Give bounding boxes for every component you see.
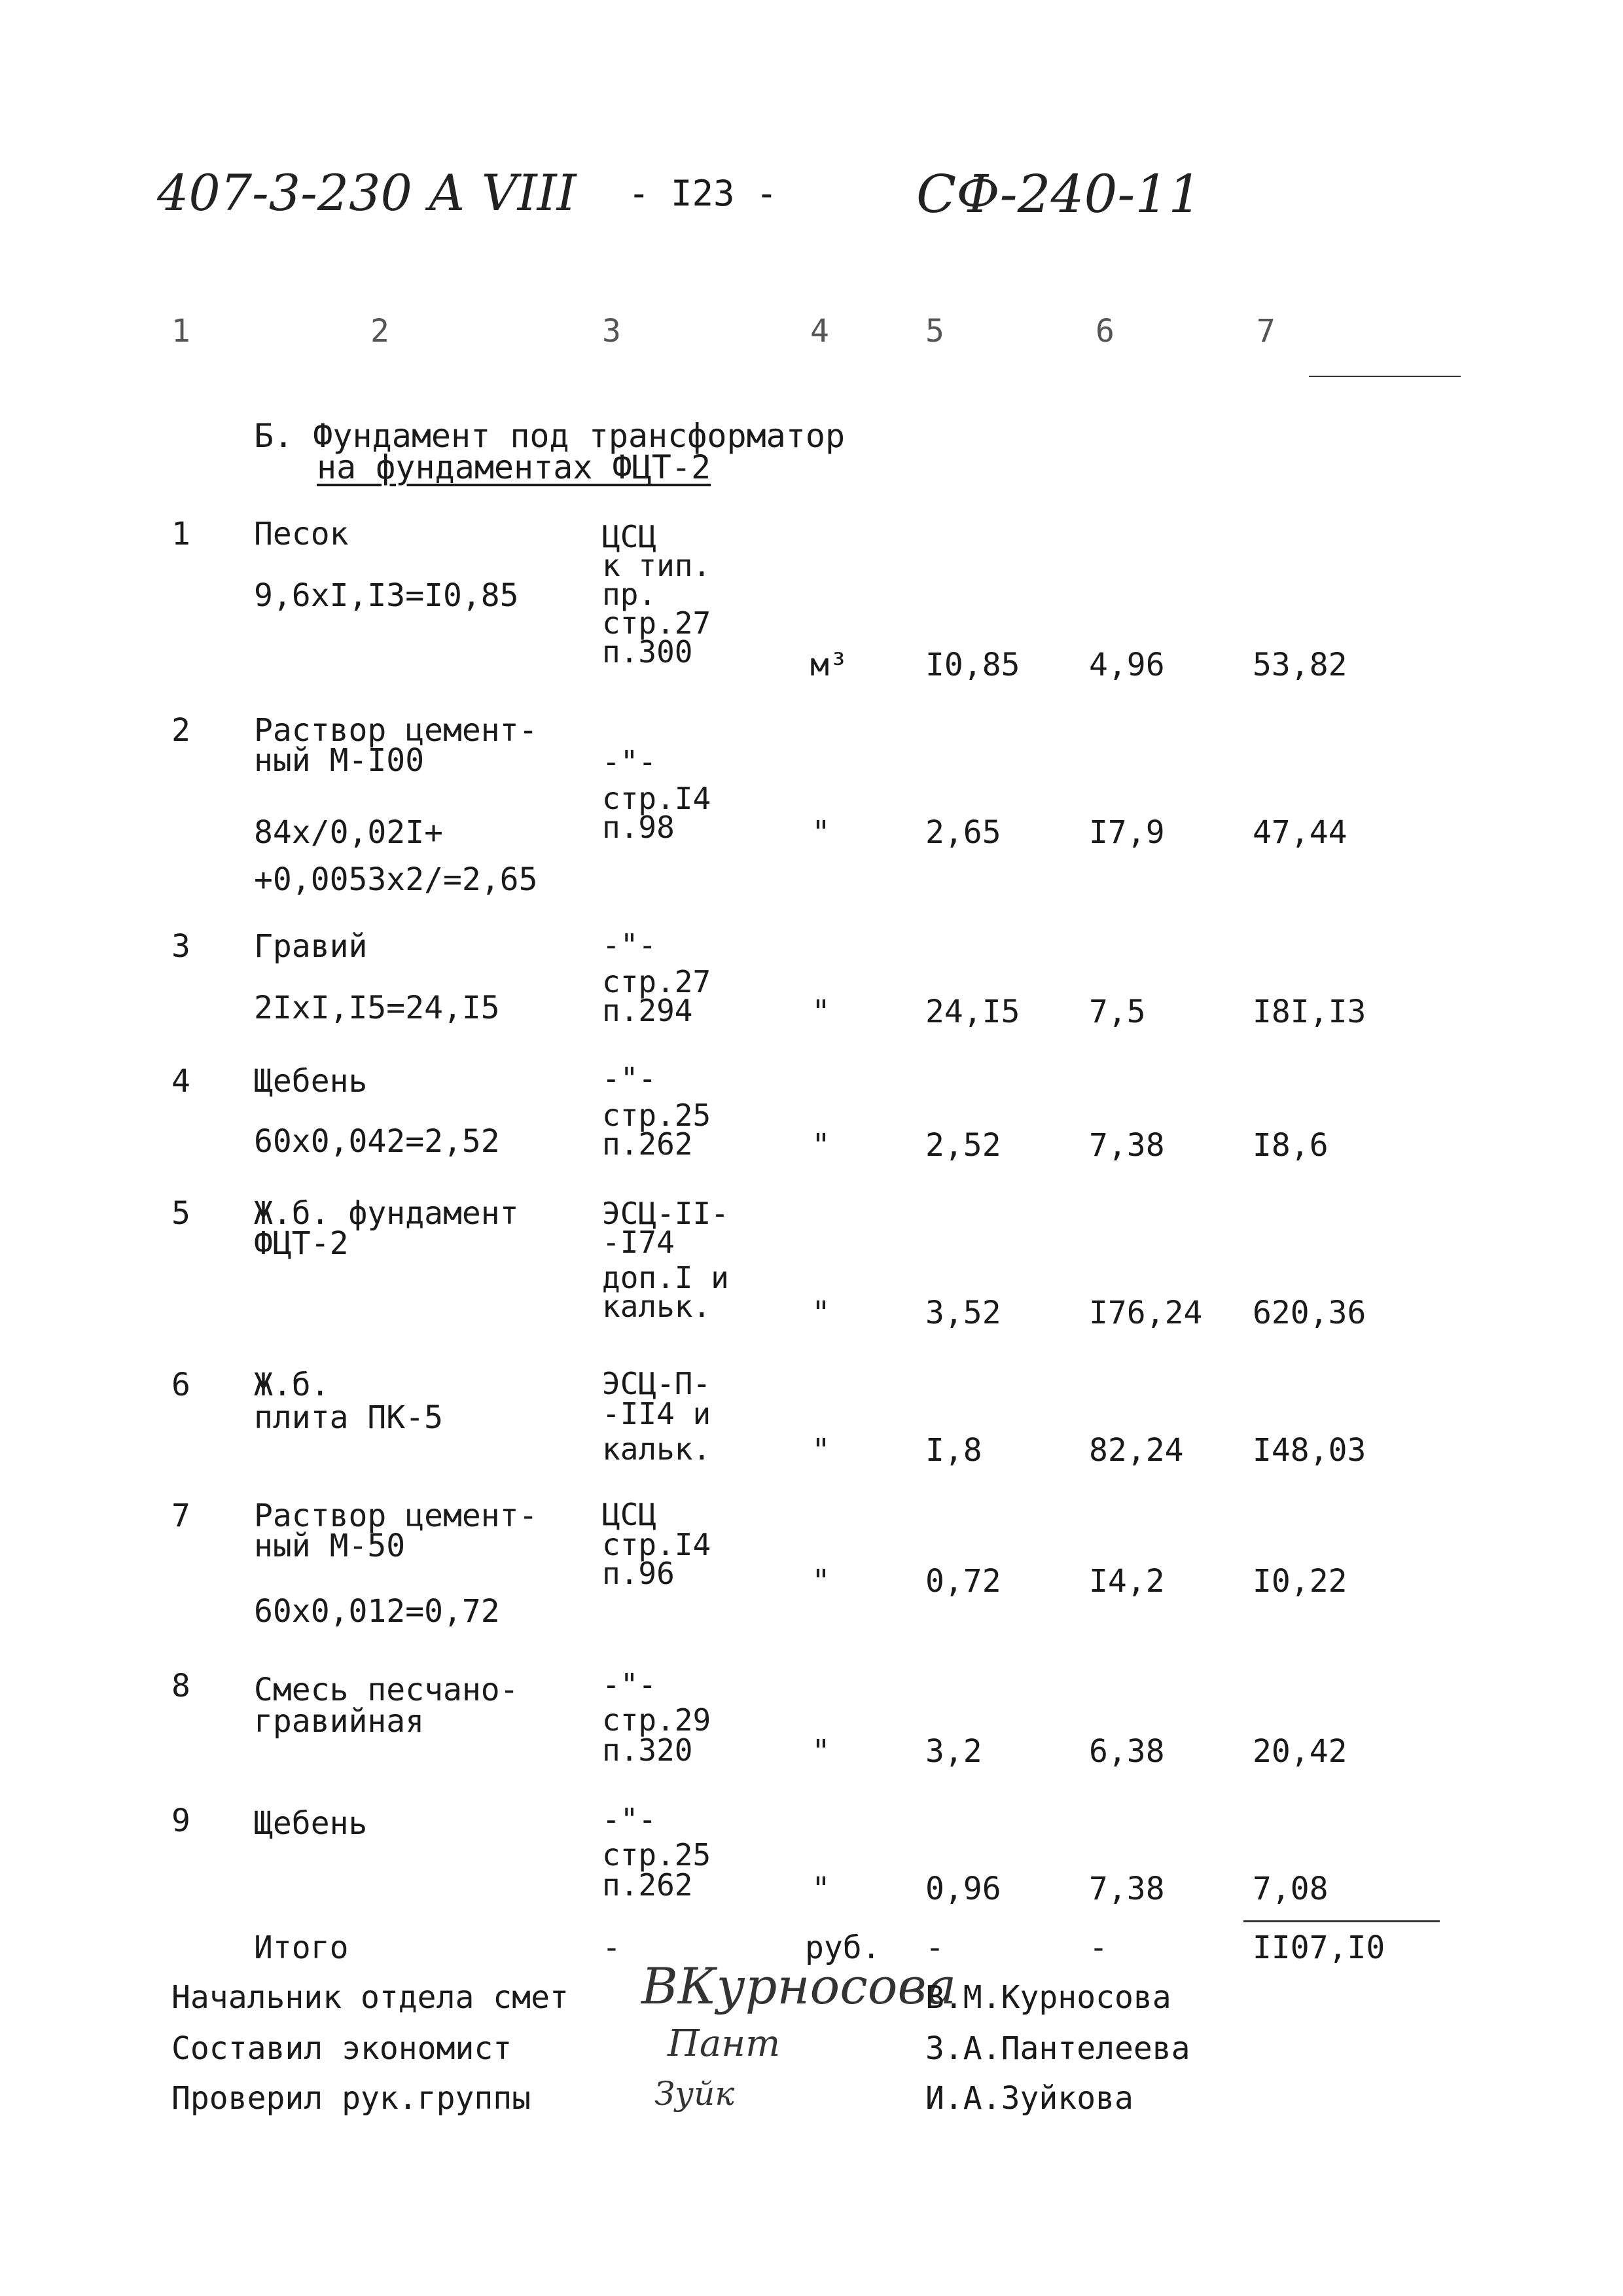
item-name: Раствор цемент- (254, 1498, 538, 1534)
row-number: 3 (171, 928, 190, 965)
item-quantity: 2,65 (925, 814, 1001, 851)
item-ref: -"- (602, 927, 657, 963)
item-quantity: 3,2 (925, 1733, 982, 1770)
item-name: гравийная (254, 1703, 425, 1740)
column-number: 4 (810, 313, 829, 350)
item-name: Щебень (254, 1063, 368, 1100)
row-number: 5 (171, 1195, 190, 1232)
signer-name: И.А.Зуйкова (925, 2080, 1133, 2117)
item-ref: стр.25 (602, 1837, 711, 1873)
item-name: Щебень (254, 1805, 368, 1842)
item-price: 6,38 (1089, 1733, 1165, 1770)
item-calc: 9,6xI,I3=I0,85 (254, 577, 519, 614)
item-unit: " (812, 1127, 830, 1164)
row-number: 4 (171, 1063, 190, 1100)
signature-handwriting: ВКурносова (641, 1957, 957, 2015)
item-total: I8,6 (1253, 1127, 1329, 1164)
item-name: ный М-50 (254, 1528, 406, 1564)
column-number: 3 (602, 313, 621, 350)
item-quantity: 2,52 (925, 1127, 1001, 1164)
column-number: 6 (1096, 313, 1115, 350)
item-unit: " (812, 1432, 830, 1469)
item-ref: кальк. (602, 1289, 711, 1324)
item-total: 7,08 (1253, 1871, 1329, 1907)
item-ref: доп.I и (602, 1260, 729, 1295)
row-number: 6 (171, 1367, 190, 1403)
item-unit: " (812, 994, 830, 1030)
item-calc: +0,0053x2/=2,65 (254, 861, 538, 898)
item-unit: " (812, 814, 830, 851)
item-ref: пр. (602, 577, 657, 612)
item-ref: п.262 (602, 1867, 693, 1903)
item-ref: ЦСЦ (602, 519, 657, 554)
item-quantity: 24,I5 (925, 994, 1020, 1030)
item-total: 53,82 (1253, 647, 1347, 683)
total-price: - (1089, 1929, 1108, 1966)
item-ref: стр.29 (602, 1702, 711, 1738)
section-title: Б. Фундамент под трансформатор (254, 417, 846, 455)
item-price: 7,38 (1089, 1871, 1165, 1907)
item-name: Песок (254, 516, 349, 552)
item-total: I48,03 (1253, 1432, 1366, 1469)
series-code: СФ-240-11 (916, 164, 1202, 224)
item-ref: кальк. (602, 1431, 711, 1467)
item-ref: -"- (602, 1061, 657, 1096)
item-price: I7,9 (1089, 814, 1165, 851)
item-name: ФЦТ-2 (254, 1225, 349, 1262)
item-price: 7,5 (1089, 994, 1146, 1030)
item-unit: " (812, 1733, 830, 1770)
item-ref: ЦСЦ (602, 1497, 657, 1532)
column-number: 2 (370, 313, 389, 350)
item-ref: стр.I4 (602, 781, 711, 816)
item-ref: ЭСЦ-П- (602, 1366, 711, 1401)
signature-handwriting: Пант (668, 2022, 781, 2065)
item-ref: п.98 (602, 810, 675, 845)
item-quantity: 3,52 (925, 1295, 1001, 1331)
item-ref: -"- (602, 1667, 657, 1702)
column-number: 1 (171, 313, 190, 350)
total-unit: руб. (805, 1929, 881, 1966)
item-quantity: I0,85 (925, 647, 1020, 683)
item-name: Гравий (254, 928, 368, 965)
item-price: I76,24 (1089, 1295, 1203, 1331)
item-ref: к тип. (602, 548, 711, 583)
item-name: Ж.б. фундамент (254, 1195, 519, 1232)
item-ref: п.96 (602, 1556, 675, 1591)
total-ref: - (602, 1929, 621, 1966)
section-subtitle: на фундаментах ФЦТ-2 (317, 448, 711, 486)
item-calc: 2IxI,I5=24,I5 (254, 990, 500, 1026)
signer-role: Составил экономист (171, 2030, 512, 2067)
item-quantity: I,8 (925, 1432, 982, 1469)
row-number: 8 (171, 1668, 190, 1704)
item-ref: стр.27 (602, 605, 711, 641)
row-number: 9 (171, 1803, 190, 1839)
item-unit: " (812, 1295, 830, 1331)
row-number: 7 (171, 1498, 190, 1534)
item-calc: 60x0,012=0,72 (254, 1593, 500, 1630)
item-unit: " (812, 1563, 830, 1600)
item-ref: -I74 (602, 1225, 675, 1260)
total-amount: II07,I0 (1253, 1929, 1385, 1966)
item-name: Раствор цемент- (254, 712, 538, 749)
item-unit: " (812, 1871, 830, 1907)
signature-handwriting: Зуйк (654, 2075, 735, 2113)
item-calc: 60x0,042=2,52 (254, 1123, 500, 1160)
signer-role: Начальник отдела смет (171, 1979, 569, 2016)
item-ref: п.320 (602, 1732, 693, 1768)
signer-role: Проверил рук.группы (171, 2080, 531, 2117)
item-ref: стр.25 (602, 1098, 711, 1133)
item-total: I8I,I3 (1253, 994, 1366, 1030)
item-price: 7,38 (1089, 1127, 1165, 1164)
item-total: 620,36 (1253, 1295, 1366, 1331)
item-name: плита ПК-5 (254, 1399, 443, 1436)
doc-code: 407-3-230 А VIII (157, 164, 577, 222)
item-ref: стр.I4 (602, 1527, 711, 1562)
item-ref: стр.27 (602, 964, 711, 999)
signer-name: З.А.Пантелеева (925, 2030, 1190, 2067)
row-number: 2 (171, 712, 190, 749)
item-name: Смесь песчано- (254, 1672, 519, 1708)
total-quantity: - (925, 1929, 944, 1966)
total-rule (1243, 1920, 1440, 1922)
item-ref: -"- (602, 744, 657, 780)
item-name: Ж.б. (254, 1367, 330, 1403)
item-ref: п.300 (602, 634, 693, 670)
total-label: Итого (254, 1929, 349, 1966)
row-number: 1 (171, 516, 190, 552)
header-rule (1309, 376, 1461, 377)
item-total: 47,44 (1253, 814, 1347, 851)
item-price: 4,96 (1089, 647, 1165, 683)
item-price: I4,2 (1089, 1563, 1165, 1600)
item-quantity: 0,96 (925, 1871, 1001, 1907)
page-number: - I23 - (628, 173, 777, 214)
item-ref: ЭСЦ-II- (602, 1196, 729, 1231)
item-ref: -II4 и (602, 1396, 711, 1431)
item-unit: м³ (810, 647, 848, 683)
column-number: 7 (1257, 313, 1275, 350)
item-ref: п.294 (602, 993, 693, 1028)
item-price: 82,24 (1089, 1432, 1184, 1469)
item-name: ный М-I00 (254, 742, 425, 779)
column-number: 5 (925, 313, 944, 350)
item-quantity: 0,72 (925, 1563, 1001, 1600)
item-calc: 84x/0,02I+ (254, 814, 443, 851)
signer-name: В.М.Курносова (925, 1979, 1171, 2016)
item-total: 20,42 (1253, 1733, 1347, 1770)
item-total: I0,22 (1253, 1563, 1347, 1600)
item-ref: -"- (602, 1802, 657, 1837)
item-ref: п.262 (602, 1126, 693, 1162)
